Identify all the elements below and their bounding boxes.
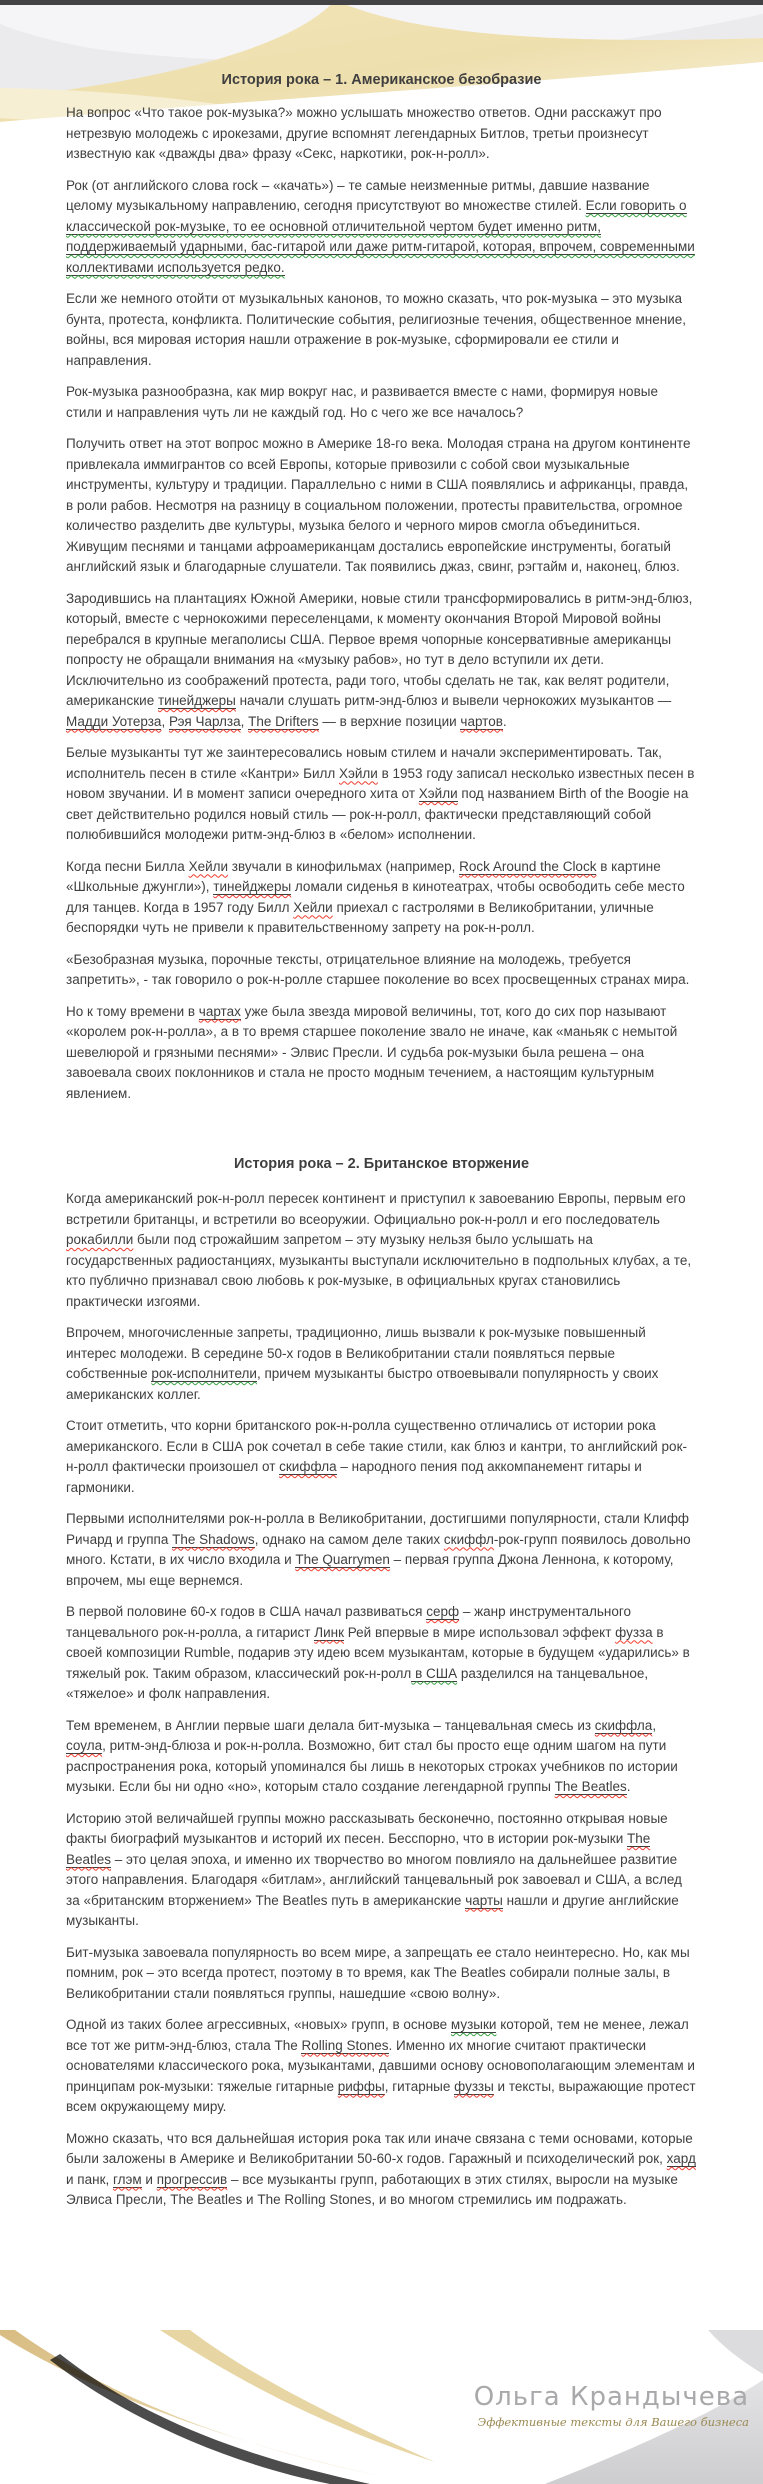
section-british [66, 1156, 697, 2211]
hyperlink-text[interactable]: чарты [465, 1892, 503, 1908]
hyperlink-text[interactable]: хард [666, 2151, 696, 2166]
text-run: , [652, 1717, 657, 1733]
text-run: . [626, 1779, 631, 1794]
text-run: В первой половине 60-х годов в США начал развиваться [66, 1604, 427, 1619]
paragraph [66, 1943, 697, 2005]
text-run: в картине «Школьные джунгли»), [66, 858, 661, 894]
text-run: уже была звезда мировой величины, тот, кого до сих пор называют «королем рок-н-ролла», а в то время старшее поколение звало не иначе, как «маньяк с немытой шевелюрой и грязными песнями» - Элвис Пресли. И судьба рок-музыки была решена – она завоевала своих поклонников и стала не просто модным течением, а настоящим культурным явлением. [66, 1003, 678, 1101]
section-paragraphs [66, 1189, 697, 2211]
text-run: начали слушать ритм-энд-блюз и вывели чернокожих музыкантов — [235, 693, 672, 708]
section-title: История рока – 1. Американское безобразие [221, 72, 542, 88]
text-run: и панк, [66, 2171, 113, 2187]
paragraph [66, 289, 697, 371]
text-run: Тем временем, в Англии первые шаги делала бит-музыка – танцевальная смесь из [66, 1717, 595, 1733]
text-run: , [240, 713, 249, 729]
paragraph [66, 1509, 697, 1591]
text-run: Получить ответ на этот вопрос можно в Америке 18-го века. Молодая страна на другом континенте привлекала иммигрантов со всей Европы, которые привозили с собой свои музыкальные инструменты, культуру и традиции. Параллельно с ними в США появлялись и африканцы, правда, в роли рабов. Несмотря на разницу в социальном положении, протесты правительства, огромное количество разделить две культуры, музыка белого и черного миров смогла объединиться. Живущим песнями и танцами афроамериканцам достались европейские инструменты, богатый английский язык и благодарные слушатели. Так появились джаз, свинг, рэгтайм и, наконец, блюз. [66, 436, 691, 574]
hyperlink-text[interactable]: глэм [112, 2171, 142, 2187]
hyperlink-text[interactable]: чартах [198, 1003, 241, 1019]
text-run: ломали сиденья в кинотеатрах, чтобы освободить себе место для танцев. Когда в 1957 году Билл [66, 879, 685, 915]
section-title: История рока – 2. Британское вторжение [233, 1156, 530, 1172]
hyperlink-text[interactable]: серф [426, 1604, 460, 1619]
hyperlink-text[interactable]: скиффла [594, 1717, 653, 1733]
text-run: – первая группа Джона Леннона, к которому, впрочем, мы еще вернемся. [66, 1552, 674, 1588]
paragraph [66, 1002, 697, 1105]
top-bar [0, 0, 763, 5]
text-run: . [502, 713, 507, 729]
paragraph [66, 1416, 697, 1498]
text-run: Можно сказать, что вся дальнейшая история рока так или иначе связана с теми основами, которые были заложены в Америке и Великобритании 50-60-х годов. Гаражный и психоделический рок, [66, 2130, 693, 2166]
text-run: – народного пения под аккомпанемент гитары и гармоники. [66, 1459, 642, 1495]
hyperlink-text[interactable]: фуззы [454, 2078, 494, 2094]
hyperlink-text[interactable]: соула [66, 1738, 103, 1753]
text-run: Одной из таких более агрессивных, «новых» групп, в основе [66, 2017, 451, 2032]
hyperlink-text[interactable]: рок-исполнители [151, 1366, 257, 1381]
text-run: , однако на самом деле таких [254, 1531, 444, 1547]
text-run: скиффл [443, 1531, 494, 1547]
text-run: были под строжайшим запретом – эту музыку нельзя было услышать на государственных радиостанциях, музыканты выступали исключительно в подпольных клубах, а те, кто публично признавал свою любовь к рок-музыке, в официальных кругах становились практически изгоями. [66, 1232, 692, 1309]
section-paragraphs [66, 103, 697, 1104]
text-run: в своей композиции Rumble, подарив эту идею всем музыкантам, которые в будущем «ударились» в тяжелый рок. Таким образом, классический рок-н-ролл [66, 1624, 690, 1681]
text-run: и [141, 2171, 157, 2187]
page-footer [0, 2330, 763, 2484]
hyperlink-text[interactable]: риффы [337, 2078, 385, 2094]
text-run: – жанр инструментального танцевального рок-н-ролла, а гитарист [66, 1604, 632, 1640]
paragraph [66, 2129, 697, 2211]
hyperlink-text[interactable]: Линк [314, 1624, 344, 1640]
paragraph [66, 743, 697, 846]
text-run: Но к тому времени в [66, 1003, 199, 1019]
text-run: Когда американский рок-н-ролл пересек континент и приступил к завоеванию Европы, первым его встретили британцы, и встретили во всеоружии. Официально рок-н-ролл и его последователь [66, 1191, 686, 1227]
logo-tagline: Эффективные тексты для Вашего бизнеса [477, 2415, 749, 2429]
text-run: Белые музыканты тут же заинтересовались новым стилем и начали экспериментировать. Так, исполнитель песен в стиле «Кантри» Билл [66, 745, 662, 781]
logo-text: Ольга Крандычева [473, 2382, 749, 2412]
text-run: Если же немного отойти от музыкальных канонов, то можно сказать, что рок-музыка – это музыка бунта, протеста, конфликта. Политические события, религиозные течения, общественное мнение, войны, вся мировая история нашли отражение в рок-музыке, сформировали ее стили и направления. [66, 291, 687, 368]
text-run: приехал с гастролями в Великобритании, уличные беспорядки чуть не привели к правительственному запрету на рок-н-ролл. [66, 899, 654, 935]
hyperlink-text[interactable]: в США [411, 1665, 458, 1681]
text-run: Первыми исполнителями рок-н-ролла в Великобритании, достигшими популярности, стали Клифф Ричард и группа [66, 1511, 690, 1547]
text-run: и тексты, выражающие протест всем окружающему миру. [66, 2078, 696, 2114]
hyperlink-text[interactable]: тинейджеры [157, 693, 236, 708]
hyperlink-text[interactable]: Рэя Чарлза [168, 713, 241, 729]
hyperlink-text[interactable]: тинейджеры [213, 879, 292, 894]
paragraph [66, 1602, 697, 1705]
text-run: Историю этой величайшей группы можно рассказывать бесконечно, постоянно открывая новые факты биографий музыкантов и историй их песен. Бесспорно, что в истории рок-музыки [66, 1810, 668, 1846]
hyperlink-text[interactable]: The Drifters [248, 713, 319, 729]
paragraph [66, 1809, 697, 1932]
text-run: , ритм-энд-блюза и рок-н-ролла. Возможно, бит стал бы просто еще одним шагом на пути распространения рока, который упоминался бы лишь в некоторых строках учебников по истории музыки. Если бы ни одно «но», которым стало создание легендарной группы [66, 1738, 678, 1794]
hyperlink-text[interactable]: чартов [460, 713, 503, 729]
text-run: Рей впервые в мире использовал эффект [344, 1624, 616, 1640]
paragraph [66, 950, 697, 991]
text-run: Хейли [188, 858, 229, 874]
text-run: Стоит отметить, что корни британского рок-н-ролла существенно отличались от истории рока американского. Если в США рок сочетал в себе такие стили, как блюз и кантри, то английский рок-н-ролл фактически произошел от [66, 1418, 687, 1474]
text-run: нашли и другие английские музыканты. [66, 1892, 679, 1928]
paragraph [66, 2015, 697, 2118]
text-run: Хэйли [339, 765, 378, 781]
paragraph [66, 103, 697, 165]
text-run: – это целая эпоха, и именно их творчество во многом повлияло на дальнейшее развитие этого направления. Благодаря «битлам», английский танцевальный рок завоевал и США, а вслед за «британским вторжением» The Beatles путь в американские [66, 1851, 682, 1908]
hyperlink-text[interactable]: The Beatles [66, 1831, 651, 1867]
text-run: Впрочем, многочисленные запреты, традиционно, лишь вызвали к рок-музыке повышенный интерес молодежи. В середине 50-х годов в Великобритании стали появляться первые собственные [66, 1325, 646, 1381]
paragraph [66, 589, 697, 733]
hyperlink-text[interactable]: Хэйли [418, 786, 458, 801]
text-run: Рок-музыка разнообразна, как мир вокруг нас, и развивается вместе с нами, формируя новые стили и направления чуть ли не каждый год. Но с чего же все началось? [66, 384, 658, 420]
hyperlink-text[interactable]: Мадди Уотерза [66, 713, 162, 729]
text-run: – все музыканты групп, работающих в этих стилях, выросли на музыке Элвиса Пресли, The Beatles и The Rolling Stones, и во многом стремились им подражать. [66, 2171, 678, 2207]
text-run: , причем музыканты быстро отвоевывали популярность у своих американских коллег. [66, 1366, 659, 1402]
hyperlink-text[interactable]: Rolling Stones [301, 2037, 389, 2053]
paragraph [66, 1323, 697, 1405]
text-run: , [161, 713, 169, 729]
text-run: . Именно их многие считают практически основателями классического рока, музыкантами, давшими основу основополагающим элементам и принципам рок-музыки: тяжелые гитарные [66, 2037, 695, 2094]
text-run: звучали в кинофильмах (например, [228, 858, 460, 874]
paragraph [66, 176, 697, 279]
text-run: Зародившись на плантациях Южной Америки, новые стили трансформировались в ритм-энд-блюз, который, вместе с чернокожими переселенцами, к моменту окончания Второй Мировой войны перебрался в крупные мегаполисы США. Первое время чопорные консервативные американцы попросту не обращали внимания на «музыку рабов», но тут в дело вступили их дети. Исключительно из соображений протеста, ради того, чтобы сделать не так, как велят родители, американские [66, 590, 693, 708]
text-run: в 1953 году записал несколько известных песен в новом звучании. И в момент записи очередного хита от [66, 765, 695, 801]
text-run: которой, тем не менее, лежал все тот же ритм-энд-блюз, стала The [66, 2017, 689, 2053]
hyperlink-text[interactable]: скиффла [279, 1459, 337, 1474]
text-run: -рок-групп появилось довольно много. Кстати, в их число входила и [66, 1531, 691, 1567]
hyperlink-text[interactable]: The Beatles [554, 1779, 627, 1794]
hyperlink-text[interactable]: прогрессив [156, 2171, 228, 2187]
text-run: Бит-музыка завоевала популярность во всем мире, а запрещать ее стало неинтересно. Но, как мы помним, рок – это всегда протест, поэтому в то время, как The Beatles собирали полные залы, в Великобритании стали появляться группы, нашедшие «свою волну». [66, 1944, 690, 2001]
text-run: под названием Birth of the Boogie на свет действительно родился новый стиль — рок-н-ролл, фактически представляющий собой полюбившийся молодежи ритм-энд-блюз в «белом» исполнении. [66, 786, 689, 842]
hyperlink-text[interactable]: Если говорить о классической рок-музыке, то ее основной отличительной чертом будет именно ритм, поддерживаемый ударными, бас-гитарой или даже ритм-гитарой, которая, впрочем, современными коллективами используется редко. [66, 198, 695, 275]
text-run: , гитарные [384, 2078, 455, 2094]
text-run: Рок (от английского слова rock – «качать») – те самые неизменные ритмы, давшие название целому музыкальному направлению, сегодня присутствуют во множестве стилей. [66, 177, 650, 213]
text-run: На вопрос «Что такое рок-музыка?» можно услышать множество ответов. Одни расскажут про нетрезвую молодежь с ирокезами, другие вспомнят легендарных Битлов, третьи произнесут известную как «дважды два» фразу «Секс, наркотики, рок-н-ролл». [66, 105, 662, 161]
text-run: «Безобразная музыка, порочные тексты, отрицательное влияние на молодежь, требуется запретить», - так говорило о рок-н-ролле старшее поколение во всех просвещенных странах мира. [66, 951, 690, 987]
text-run: рокабилли [66, 1232, 134, 1247]
hyperlink-text[interactable]: музыки [450, 2017, 497, 2032]
gray-corner-wedge [708, 2330, 763, 2374]
hyperlink-text[interactable]: The Shadows [172, 1531, 255, 1547]
paragraph [66, 857, 697, 939]
logo-block [474, 2382, 749, 2429]
paragraph [66, 434, 697, 578]
paragraph [66, 1716, 697, 1798]
text-run: Когда песни Билла [66, 858, 189, 874]
hyperlink-text[interactable]: Rock Around the Clock [459, 858, 597, 874]
paragraph [66, 1189, 697, 1312]
text-run: Хейли [293, 899, 333, 915]
text-run: фузза [615, 1624, 653, 1640]
paragraph [66, 382, 697, 423]
section-american [66, 0, 697, 1104]
text-run: — в верхние позиции [318, 713, 461, 729]
text-run: разделился на танцевальное, «тяжелое» и фолк направления. [66, 1665, 649, 1701]
hyperlink-text[interactable]: The Quarrymen [295, 1552, 390, 1567]
